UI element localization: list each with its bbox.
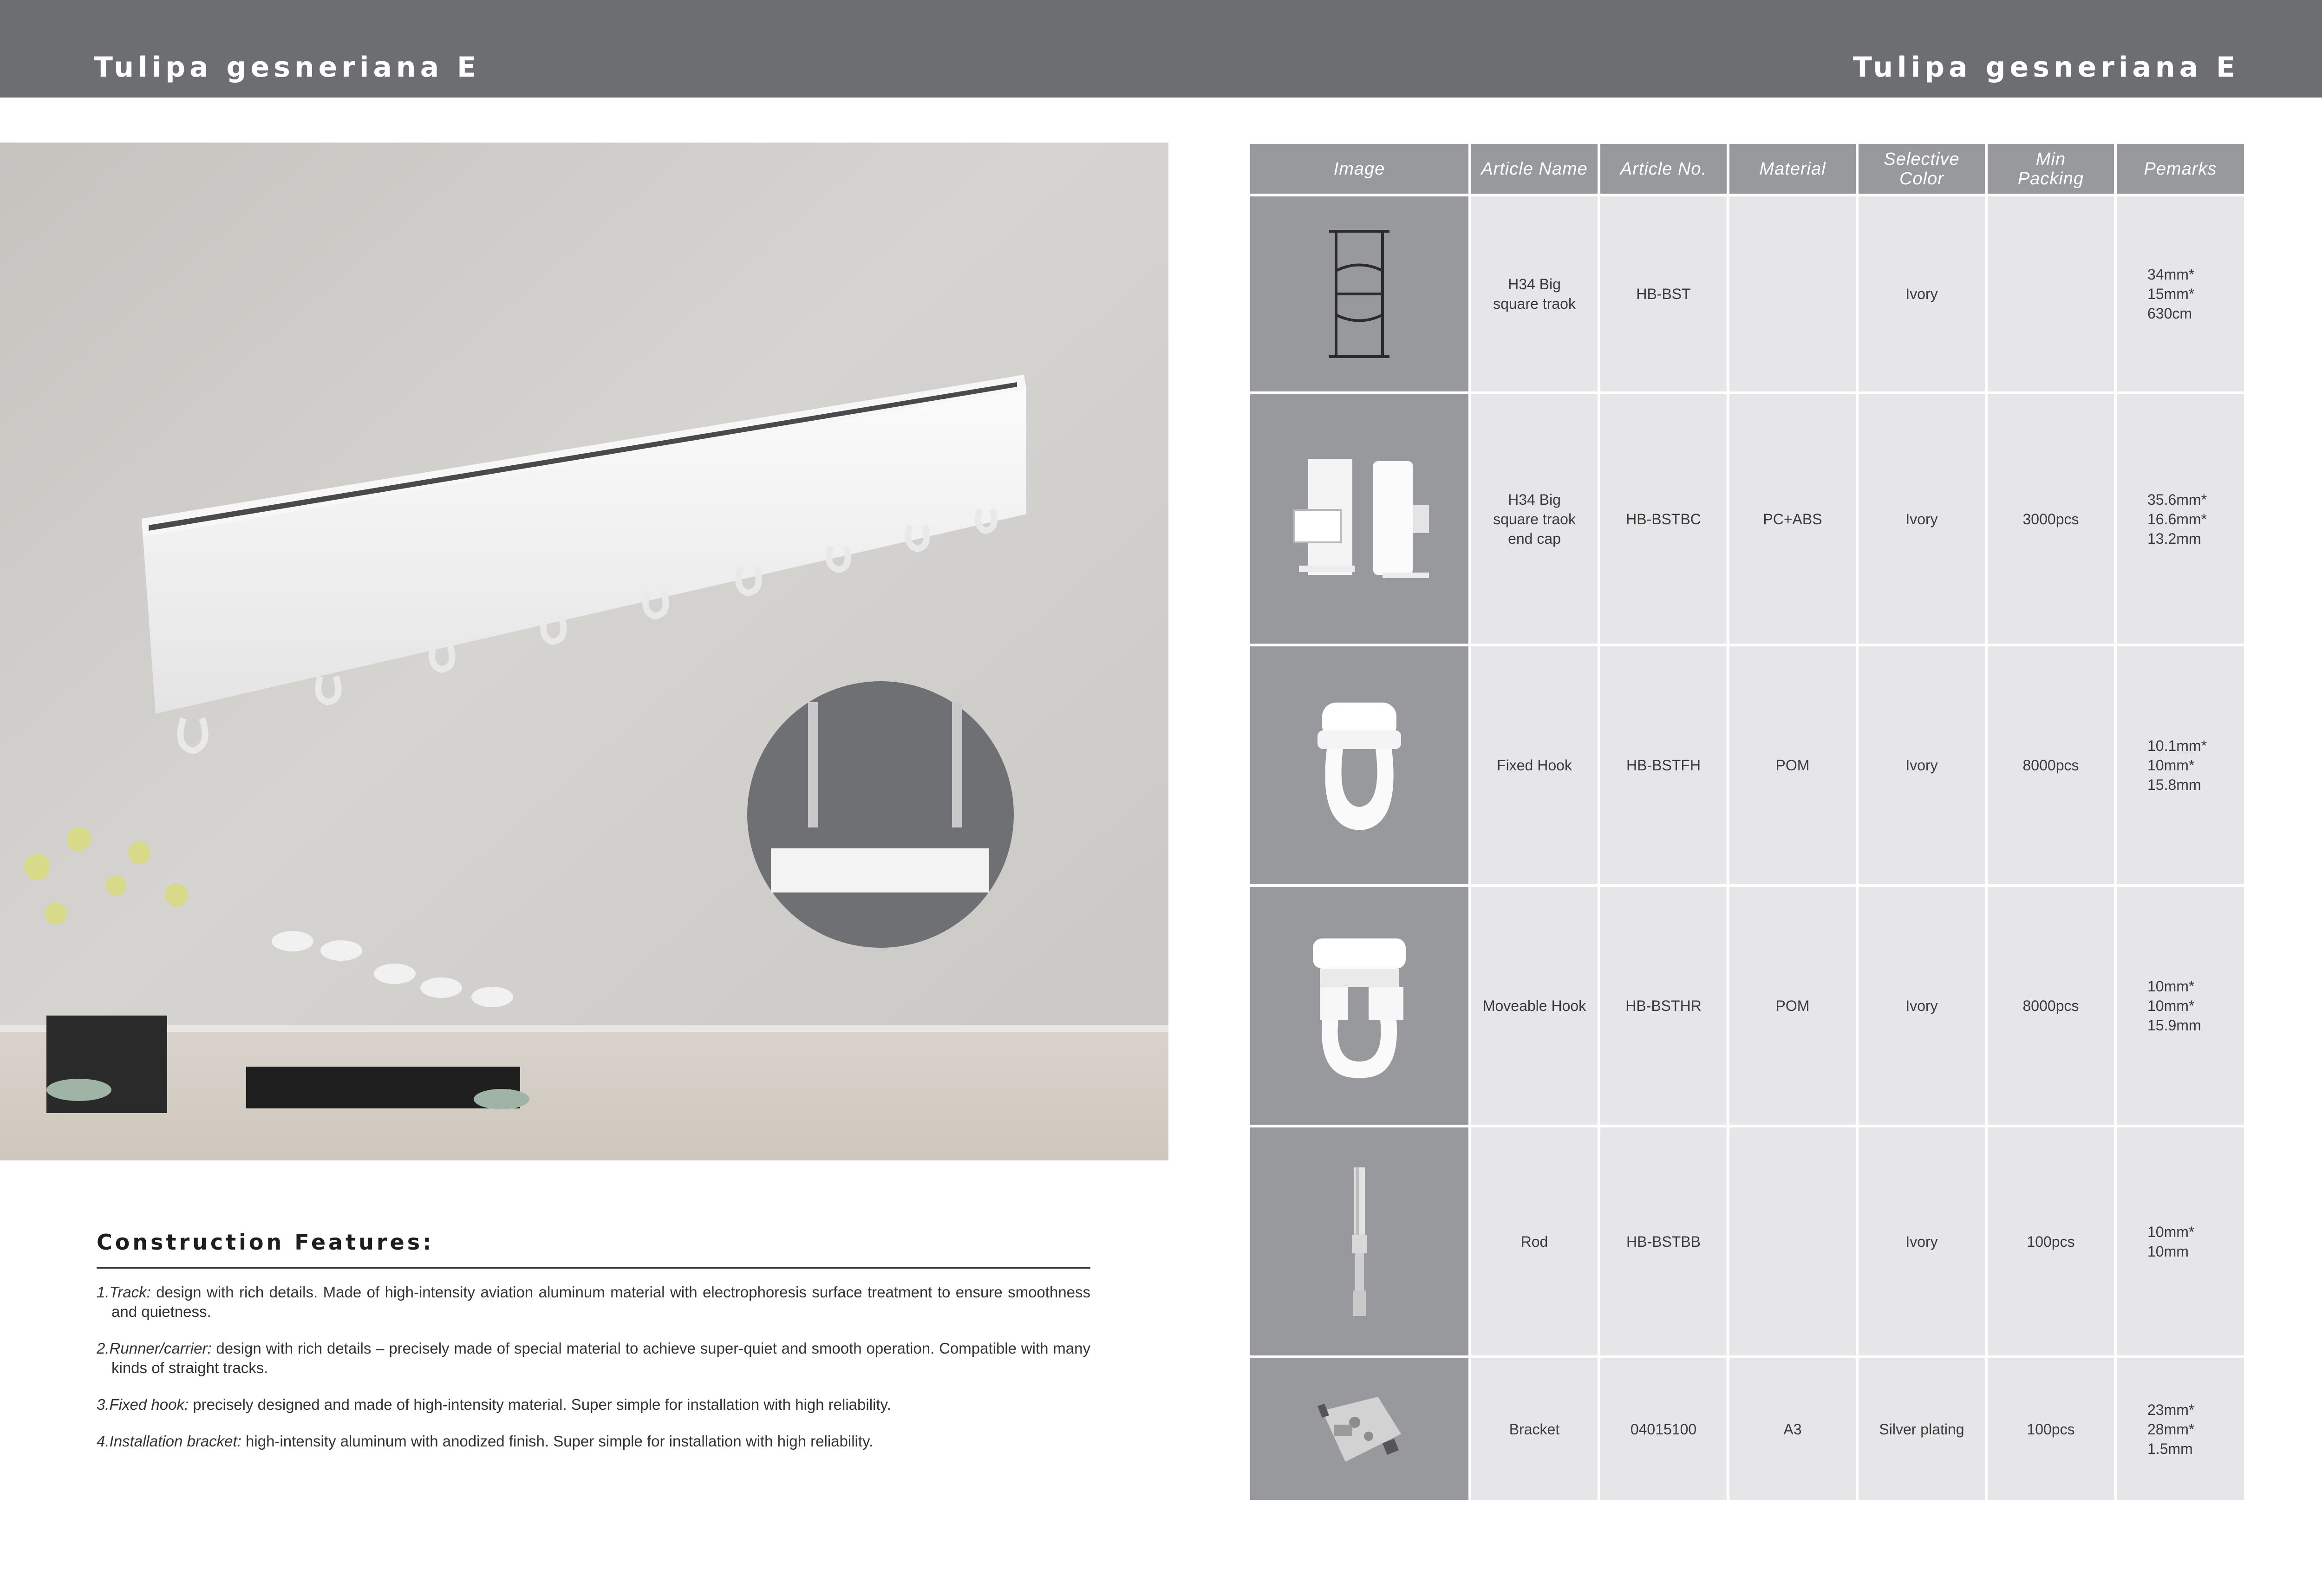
feature-item-track: [97, 1283, 1090, 1322]
feature-item-runner: [97, 1339, 1090, 1378]
remark-line: 15mm*: [2147, 286, 2195, 302]
features-divider: [97, 1267, 1090, 1269]
article-name-cell: [1471, 196, 1598, 391]
feature-number: 4.: [97, 1433, 110, 1450]
remark-line: 10mm*: [2147, 1223, 2195, 1240]
article-name-line: end cap: [1508, 530, 1561, 547]
article-name-cell: Moveable Hook: [1471, 887, 1598, 1125]
table-row: [1250, 394, 2244, 644]
remarks-cell: [2117, 1127, 2244, 1355]
material-cell: POM: [1729, 646, 1856, 884]
packing-cell: [1988, 196, 2114, 391]
article-no-cell: HB-BSTFH: [1600, 646, 1727, 884]
feature-term: Runner/carrier:: [109, 1340, 212, 1357]
feature-item-fixed-hook: [97, 1395, 1090, 1414]
article-name-line: H34 Big: [1508, 276, 1561, 293]
header-article-no: Article No.: [1600, 144, 1727, 194]
article-name-line: square traok: [1493, 295, 1576, 312]
track-profile-icon: [1250, 196, 1468, 391]
remark-line: 630cm: [2147, 305, 2192, 322]
color-cell: Ivory: [1859, 1127, 1985, 1355]
brand-title-right: Tulipa gesneriana E: [1853, 51, 2239, 84]
color-cell: Ivory: [1859, 394, 1985, 644]
table-row: [1250, 646, 2244, 884]
brand-title-left: Tulipa gesneriana E: [94, 51, 480, 84]
spec-table: [1247, 141, 2247, 1503]
remark-line: 13.2mm: [2147, 530, 2201, 547]
table-row: [1250, 1127, 2244, 1355]
packing-cell: 8000pcs: [1988, 646, 2114, 884]
feature-text: high-intensity aluminum with anodized finish. Super simple for installation with high reliability.: [241, 1433, 874, 1450]
article-name-cell: Bracket: [1471, 1358, 1598, 1500]
material-cell: [1729, 196, 1856, 391]
remark-line: 10mm*: [2147, 978, 2195, 995]
remark-line: 10.1mm*: [2147, 737, 2207, 754]
color-cell: Ivory: [1859, 646, 1985, 884]
remark-line: 15.9mm: [2147, 1017, 2201, 1034]
header-packing-line1: Min: [2035, 149, 2066, 169]
article-name-line: H34 Big: [1508, 491, 1561, 508]
material-cell: PC+ABS: [1729, 394, 1856, 644]
remark-line: 15.8mm: [2147, 776, 2201, 793]
article-name-cell: [1471, 394, 1598, 644]
packing-cell: 3000pcs: [1988, 394, 2114, 644]
remarks-cell: [2117, 646, 2244, 884]
color-cell: Ivory: [1859, 887, 1985, 1125]
product-photo: [0, 143, 1168, 1160]
remarks-cell: [2117, 887, 2244, 1125]
remark-line: 10mm: [2147, 1243, 2189, 1260]
feature-text: precisely designed and made of high-intensity material. Super simple for installation with high reliability.: [189, 1396, 891, 1413]
feature-text: design with rich details. Made of high-intensity aviation aluminum material with electrophoresis surface treatment to ensure smoothness and quietness.: [111, 1283, 1090, 1320]
rod-icon: [1250, 1127, 1468, 1355]
packing-cell: 8000pcs: [1988, 887, 2114, 1125]
fixed-hook-icon: [1250, 646, 1468, 884]
table-header-row: [1250, 144, 2244, 194]
features-list: [97, 1283, 1090, 1451]
header-image: Image: [1250, 144, 1468, 194]
packing-cell: 100pcs: [1988, 1127, 2114, 1355]
remark-line: 16.6mm*: [2147, 510, 2207, 528]
remark-line: 1.5mm: [2147, 1440, 2193, 1457]
end-cap-icon: [1250, 394, 1468, 644]
article-no-cell: HB-BSTBB: [1600, 1127, 1727, 1355]
article-no-cell: HB-BSTBC: [1600, 394, 1727, 644]
remarks-cell: [2117, 1358, 2244, 1500]
feature-number: 1.: [97, 1283, 110, 1301]
table-row: [1250, 196, 2244, 391]
packing-cell: 100pcs: [1988, 1358, 2114, 1500]
feature-term: Fixed hook:: [109, 1396, 189, 1413]
remark-line: 10mm*: [2147, 997, 2195, 1014]
color-cell: Ivory: [1859, 196, 1985, 391]
remark-line: 34mm*: [2147, 266, 2195, 283]
construction-features: [97, 1228, 1090, 1468]
remark-line: 35.6mm*: [2147, 491, 2207, 508]
article-no-cell: HB-BST: [1600, 196, 1727, 391]
color-cell: Silver plating: [1859, 1358, 1985, 1500]
feature-term: Installation bracket:: [109, 1433, 241, 1450]
header-remarks: Pemarks: [2117, 144, 2244, 194]
moveable-hook-icon: [1250, 887, 1468, 1125]
article-no-cell: 04015100: [1600, 1358, 1727, 1500]
header-selective-color: [1859, 144, 1985, 194]
material-cell: [1729, 1127, 1856, 1355]
article-name-line: square traok: [1493, 510, 1576, 528]
header-bar: [0, 0, 2322, 98]
remarks-cell: [2117, 196, 2244, 391]
feature-number: 2.: [97, 1340, 110, 1357]
remarks-cell: [2117, 394, 2244, 644]
remark-line: 28mm*: [2147, 1420, 2195, 1438]
article-name-cell: Fixed Hook: [1471, 646, 1598, 884]
header-packing-line2: Packing: [2017, 169, 2084, 189]
header-min-packing: [1988, 144, 2114, 194]
material-cell: POM: [1729, 887, 1856, 1125]
article-name-cell: Rod: [1471, 1127, 1598, 1355]
feature-item-bracket: [97, 1432, 1090, 1451]
remark-line: 23mm*: [2147, 1401, 2195, 1418]
material-cell: A3: [1729, 1358, 1856, 1500]
feature-text: design with rich details – precisely made of special material to achieve super-quiet and smooth operation. Compatible with many kinds of straight tracks.: [111, 1340, 1090, 1376]
remark-line: 10mm*: [2147, 757, 2195, 774]
table-row: [1250, 1358, 2244, 1500]
header-article-name: Article Name: [1471, 144, 1598, 194]
features-title: Construction Features:: [97, 1230, 434, 1255]
bracket-icon: [1250, 1358, 1468, 1500]
header-material: Material: [1729, 144, 1856, 194]
header-color-line2: Color: [1899, 169, 1944, 189]
table-row: [1250, 887, 2244, 1125]
article-no-cell: HB-BSTHR: [1600, 887, 1727, 1125]
header-color-line1: Selective: [1884, 149, 1960, 169]
feature-number: 3.: [97, 1396, 110, 1413]
feature-term: Track:: [109, 1283, 151, 1301]
